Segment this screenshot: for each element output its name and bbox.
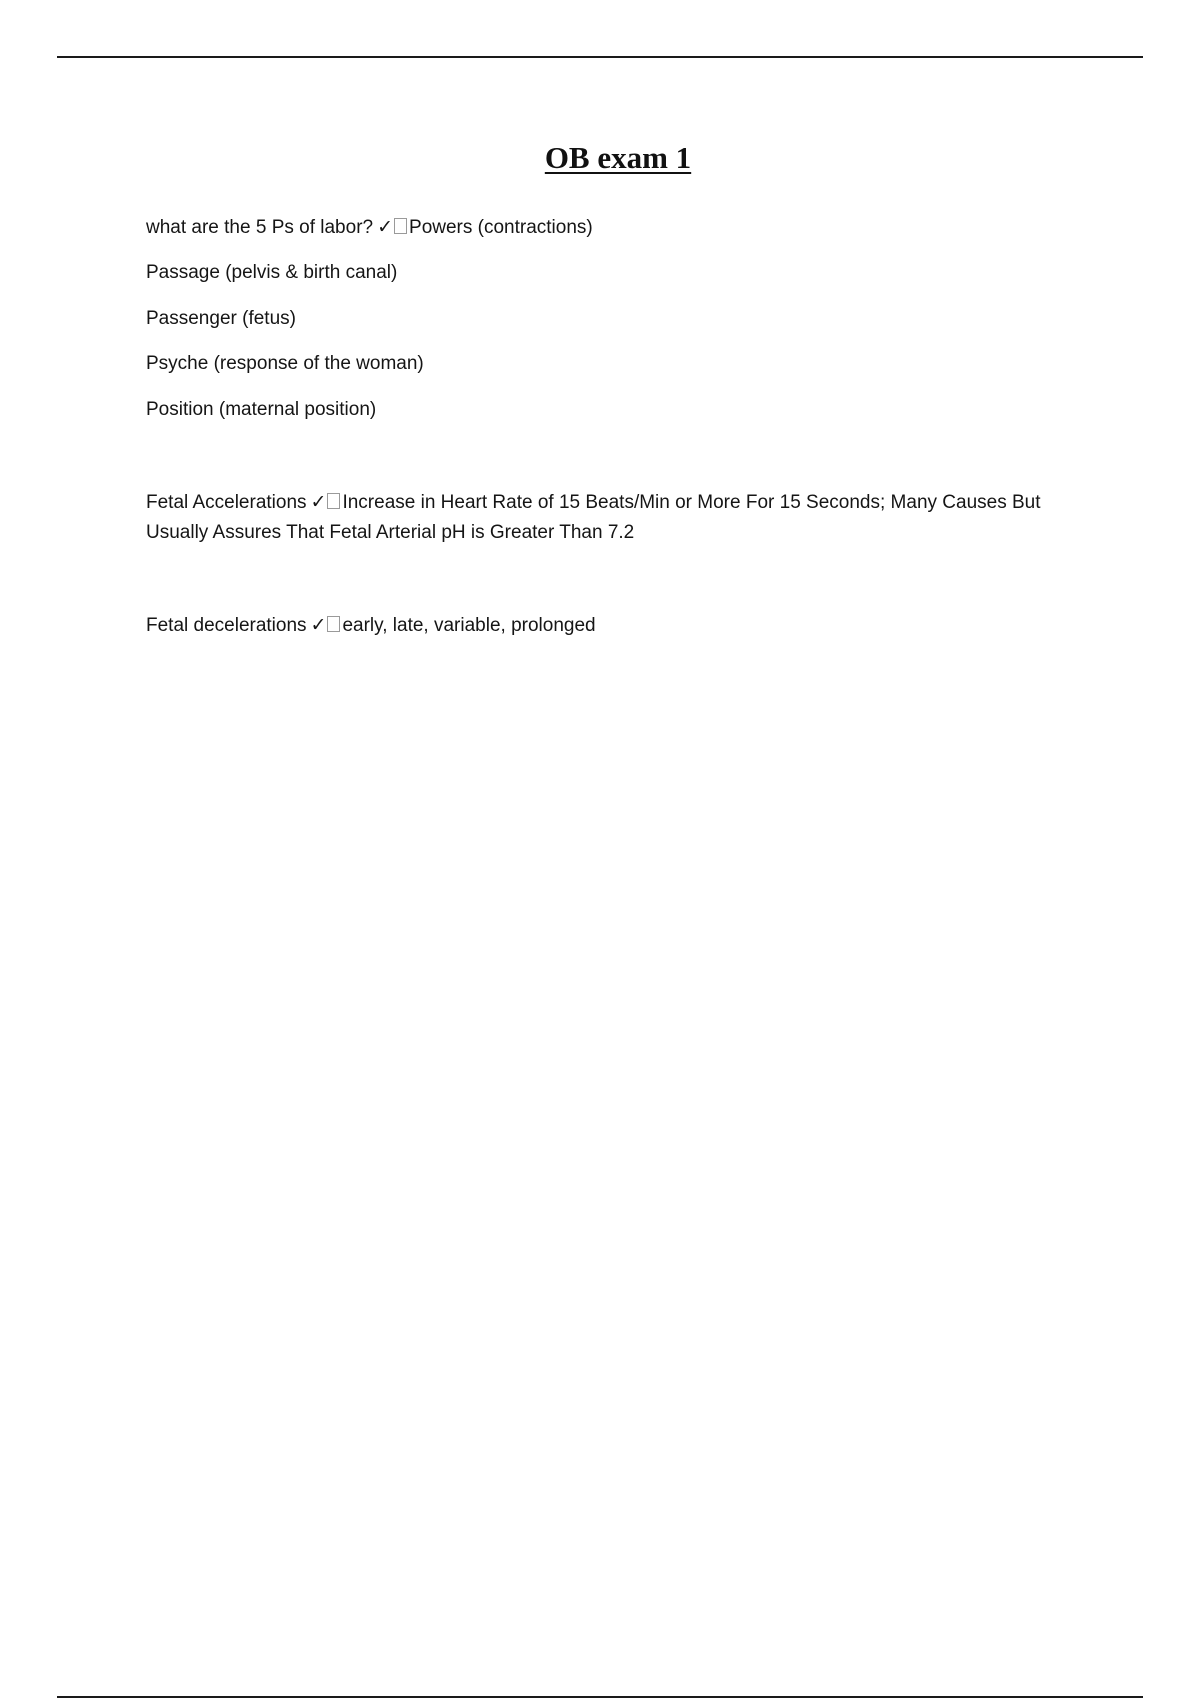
list-line-passenger: Passenger (fetus) [146, 308, 296, 329]
answer-text: Increase in Heart Rate of 15 Beats/Min or More For 15 Seconds; Many Causes But Usually Assures That Fetal Arterial pH is Greater Than 7.2 [146, 492, 1041, 543]
checkmark-icon: ✓ [377, 216, 394, 238]
question-text: Fetal Accelerations [146, 492, 307, 513]
checkmark-icon: ✓ [310, 614, 327, 636]
checkmark-icon: ✓ [310, 491, 327, 513]
answer-text: early, late, variable, prolonged [342, 615, 596, 636]
document-title: OB exam 1 [544, 140, 692, 175]
qa-item-decelerations [146, 610, 1076, 641]
box-glyph-icon [394, 218, 407, 234]
list-line-psyche: Psyche (response of the woman) [146, 353, 424, 374]
list-line-passage: Passage (pelvis & birth canal) [146, 262, 398, 283]
answer-text: Powers (contractions) [409, 217, 593, 238]
header-rule [57, 56, 1143, 58]
qa-item-5ps [146, 212, 1076, 243]
question-text: what are the 5 Ps of labor? [146, 217, 374, 238]
box-glyph-icon [327, 493, 340, 509]
footer-rule [57, 1696, 1143, 1698]
question-text: Fetal decelerations [146, 615, 307, 636]
box-glyph-icon [327, 616, 340, 632]
qa-item-accelerations [146, 487, 1076, 548]
list-line-position: Position (maternal position) [146, 399, 377, 420]
